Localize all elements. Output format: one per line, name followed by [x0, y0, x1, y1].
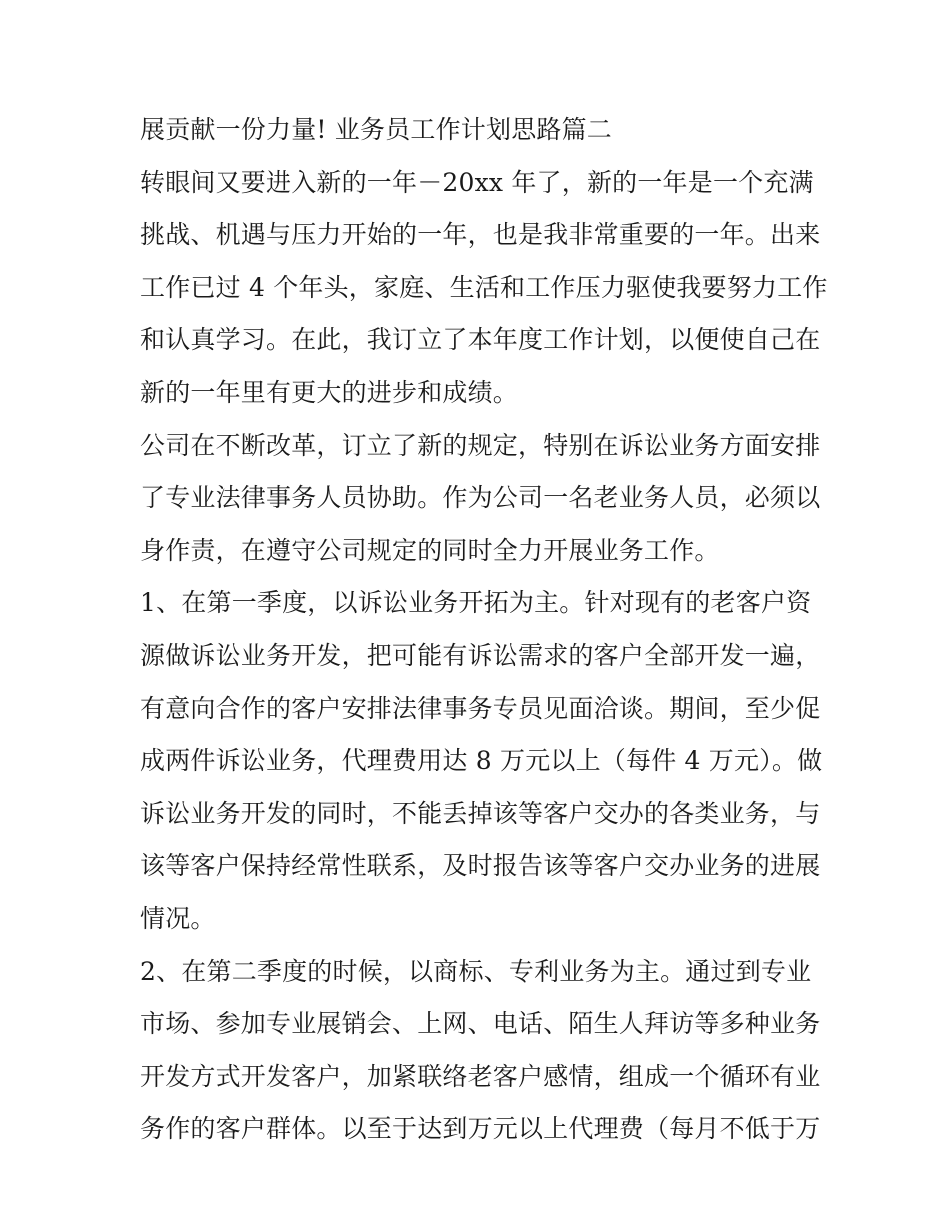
text-line: 1、在第一季度，以诉讼业务开拓为主。针对现有的老客户资 [140, 588, 812, 618]
text-line: 情况。 [140, 903, 216, 933]
document-body [140, 104, 828, 1156]
text-line: 转眼间又要进入新的一年－20xx 年了，新的一年是一个充满 [140, 167, 814, 197]
text-line: 诉讼业务开发的同时，不能丢掉该等客户交办的各类业务，与 [140, 798, 821, 828]
text-line: 源做诉讼业务开发，把可能有诉讼需求的客户全部开发一遍， [140, 640, 821, 670]
text-line: 展贡献一份力量! 业务员工作计划思路篇二 [140, 115, 612, 144]
text-line: 身作责，在遵守公司规定的同时全力开展业务工作。 [140, 535, 720, 565]
text-line: 成两件诉讼业务，代理费用达 8 万元以上（每件 4 万元）。做 [140, 746, 823, 776]
text-line: 该等客户保持经常性联系，及时报告该等客户交办业务的进展 [140, 851, 821, 881]
text-line: 挑战、机遇与压力开始的一年，也是我非常重要的一年。出来 [140, 220, 821, 250]
text-line: 了专业法律事务人员协助。作为公司一名老业务人员，必须以 [140, 483, 821, 513]
text-line: 开发方式开发客户，加紧联络老客户感情，组成一个循环有业 [140, 1061, 821, 1091]
text-line: 2、在第二季度的时候，以商标、专利业务为主。通过到专业 [140, 956, 812, 986]
text-line: 有意向合作的客户安排法律事务专员见面洽谈。期间，至少促 [140, 693, 821, 723]
text-line: 工作已过 4 个年头，家庭、生活和工作压力驱使我要努力工作 [140, 272, 828, 302]
text-line: 公司在不断改革，订立了新的规定，特别在诉讼业务方面安排 [140, 430, 821, 460]
text-line: 和认真学习。在此，我订立了本年度工作计划，以便使自己在 [140, 325, 821, 355]
text-line: 新的一年里有更大的进步和成绩。 [140, 377, 519, 407]
text-line: 务作的客户群体。以至于达到万元以上代理费（每月不低于万 [140, 1114, 821, 1144]
text-line: 市场、参加专业展销会、上网、电话、陌生人拜访等多种业务 [140, 1009, 821, 1039]
